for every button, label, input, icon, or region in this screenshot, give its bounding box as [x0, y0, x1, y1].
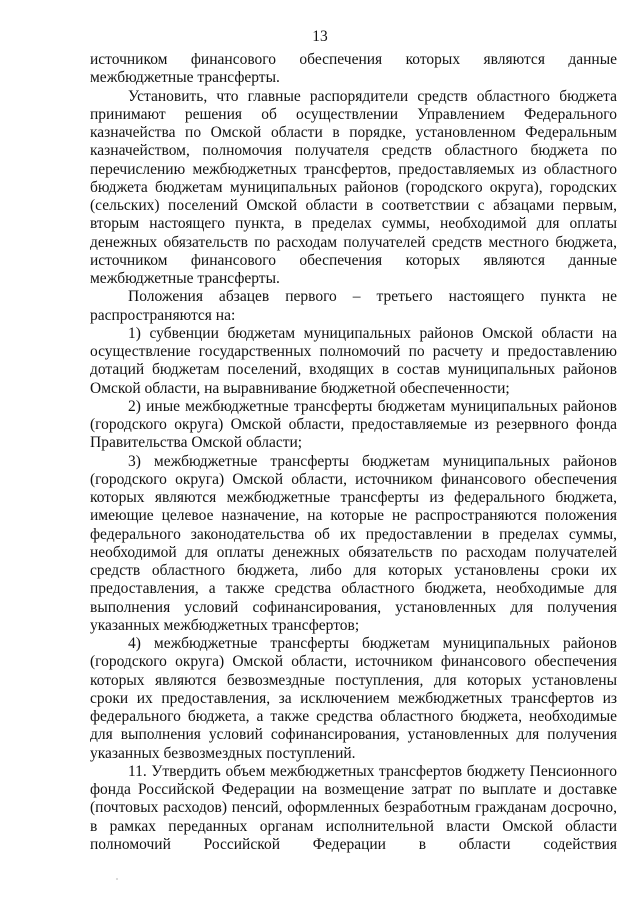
list-item-3: 3) межбюджетные трансферты бюджетам муниципальных районов (городского округа) Омской области, источником финансового обеспечения которых являются межбюджетные трансферты из федерального бюджета, имеющие целевое назначение, на которые не распространяются положения федерального законодательства об их предоставлении в пределах суммы, необходимой для оплаты денежных обязательств по расходам получателей средств областного бюджета, либо для которых установлены сроки их предоставления, а также средства областного бюджета, необходимые для выполнения условий софинансирования, установленных для получения указанных межбюджетных трансфертов; [90, 452, 617, 634]
paragraph-continuation: источником финансового обеспечения которых являются данные межбюджетные трансферты. [90, 51, 617, 87]
list-item-1: 1) субвенции бюджетам муниципальных районов Омской области на осуществление государственных полномочий по расчету и предоставлению дотаций бюджетам поселений, входящих в состав муниципальных районов Омской области, на выравнивание бюджетной обеспеченности; [90, 324, 617, 397]
scan-artifact [116, 878, 118, 880]
list-item-4: 4) межбюджетные трансферты бюджетам муниципальных районов (городского округа) Омской области, источником финансового обеспечения которых являются безвозмездные поступления, для которых установлены сроки их предоставления, за исключением межбюджетных трансфертов из федерального бюджета, а также средства областного бюджета, необходимые для выполнения условий софинансирования, установленных для получения указанных безвозмездных поступлений. [90, 635, 617, 762]
paragraph-provisions: Положения абзацев первого – третьего настоящего пункта не распространяются на: [90, 288, 617, 324]
document-body [90, 51, 617, 854]
paragraph-establish: Установить, что главные распорядители средств областного бюджета принимают решения об осуществлении Управлением Федерального казначейства по Омской области в порядке, установленном Федеральным казначейством, полномочия получателя средств областного бюджета по перечислению межбюджетных трансфертов, предоставляемых из областного бюджета бюджетам муниципальных районов (городского округа), городских (сельских) поселений Омской области в соответствии с абзацами первым, вторым настоящего пункта, в пределах суммы, необходимой для оплаты денежных обязательств по расходам получателей средств местного бюджета, источником финансового обеспечения которых являются данные межбюджетные трансферты. [90, 87, 617, 287]
page-number: 13 [312, 28, 328, 45]
paragraph-item-11: 11. Утвердить объем межбюджетных трансфертов бюджету Пенсионного фонда Российской Федерации на возмещение затрат по выплате и доставке (почтовых расходов) пенсий, оформленных безработным гражданам досрочно, в рамках переданных органам исполнительной власти Омской области полномочий Российской Федерации в области содействия [90, 762, 617, 853]
list-item-2: 2) иные межбюджетные трансферты бюджетам муниципальных районов (городского округа) Омской области, предоставляемые из резервного фонда Правительства Омской области; [90, 397, 617, 452]
